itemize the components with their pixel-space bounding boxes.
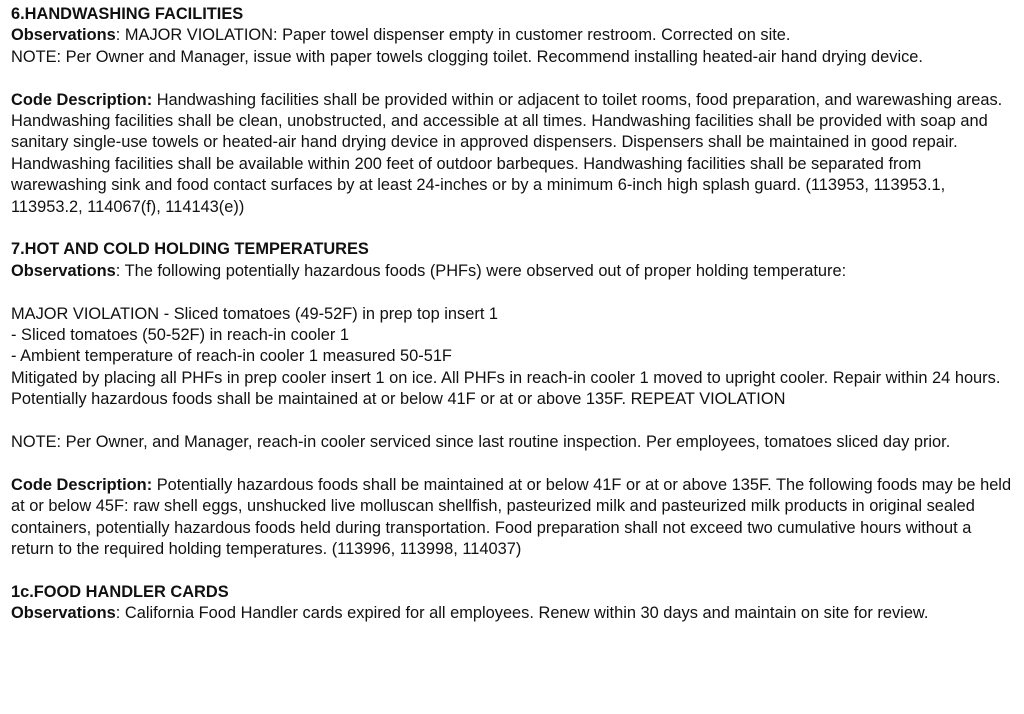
- note-paragraph: NOTE: Per Owner and Manager, issue with paper towels clogging toilet. Recommend installing heated-air hand drying device.: [11, 47, 923, 66]
- violation-line: - Sliced tomatoes (50-52F) in reach-in cooler 1: [11, 326, 349, 345]
- code-description-label: Code Description:: [11, 90, 153, 109]
- section-heading: 1c.FOOD HANDLER CARDS: [11, 582, 229, 601]
- section-heading: 6.HANDWASHING FACILITIES: [11, 5, 244, 23]
- observations-label: Observations: [11, 26, 116, 45]
- violation-line: MAJOR VIOLATION - Sliced tomatoes (49-52F) in prep top insert 1: [11, 304, 499, 323]
- observations-paragraph: [11, 25, 1015, 46]
- section-hot-cold-holding: [11, 239, 1015, 560]
- violation-line: - Ambient temperature of reach-in cooler 1 measured 50-51F: [11, 347, 452, 366]
- observations-label: Observations: [11, 604, 116, 623]
- note-paragraph: NOTE: Per Owner, and Manager, reach-in cooler serviced since last routine inspection. Per employees, tomatoes sliced day prior.: [11, 433, 951, 452]
- observations-label: Observations: [11, 261, 116, 280]
- code-description-text: Handwashing facilities shall be provided within or adjacent to toilet rooms, food preparation, and warewashing areas. Handwashing facilities shall be clean, unobstructed, and accessible at all times. Handwashing facilities shall be provided with soap and sanitary single-use towels or heated-air hand drying device in approved dispensers. Dispensers shall be maintained in good repair. Handwashing facilities shall be available within 200 feet of outdoor barbeques. Handwashing facilities shall be separated from warewashing sink and food contact surfaces by at least 24-inches or by a minimum 6-inch high splash guard. (113953, 113953.1, 113953.2, 114067(f), 114143(e)): [11, 90, 1003, 216]
- code-description-paragraph: [11, 90, 1015, 218]
- code-description-label: Code Description:: [11, 475, 153, 494]
- observations-text: : California Food Handler cards expired for all employees. Renew within 30 days and maintain on site for review.: [115, 604, 929, 623]
- observations-text: : MAJOR VIOLATION: Paper towel dispenser empty in customer restroom. Corrected on site.: [115, 26, 791, 45]
- code-description-text: Potentially hazardous foods shall be maintained at or below 41F or at or above 135F. The following foods may be held at or below 45F: raw shell eggs, unshucked live molluscan shellfish, pasteurized milk and pasteurized milk products in original sealed containers, potentially hazardous foods held during transportation. Food preparation shall not exceed two cumulative hours without a return to the required holding temperatures. (113996, 113998, 114037): [11, 475, 1012, 559]
- mitigation-paragraph: Mitigated by placing all PHFs in prep cooler insert 1 on ice. All PHFs in reach-in cooler 1 moved to upright cooler. Repair within 24 hours. Potentially hazardous foods shall be maintained at or below 41F or at or above 135F. REPEAT VIOLATION: [11, 368, 1001, 409]
- section-heading: 7.HOT AND COLD HOLDING TEMPERATURES: [11, 240, 369, 259]
- section-handwashing-facilities: [11, 4, 1015, 218]
- observations-paragraph: [11, 261, 1015, 282]
- section-food-handler-cards: [11, 582, 1015, 625]
- observations-paragraph: [11, 603, 1015, 624]
- code-description-paragraph: [11, 475, 1015, 561]
- observations-text: : The following potentially hazardous foods (PHFs) were observed out of proper holding temperature:: [115, 261, 847, 280]
